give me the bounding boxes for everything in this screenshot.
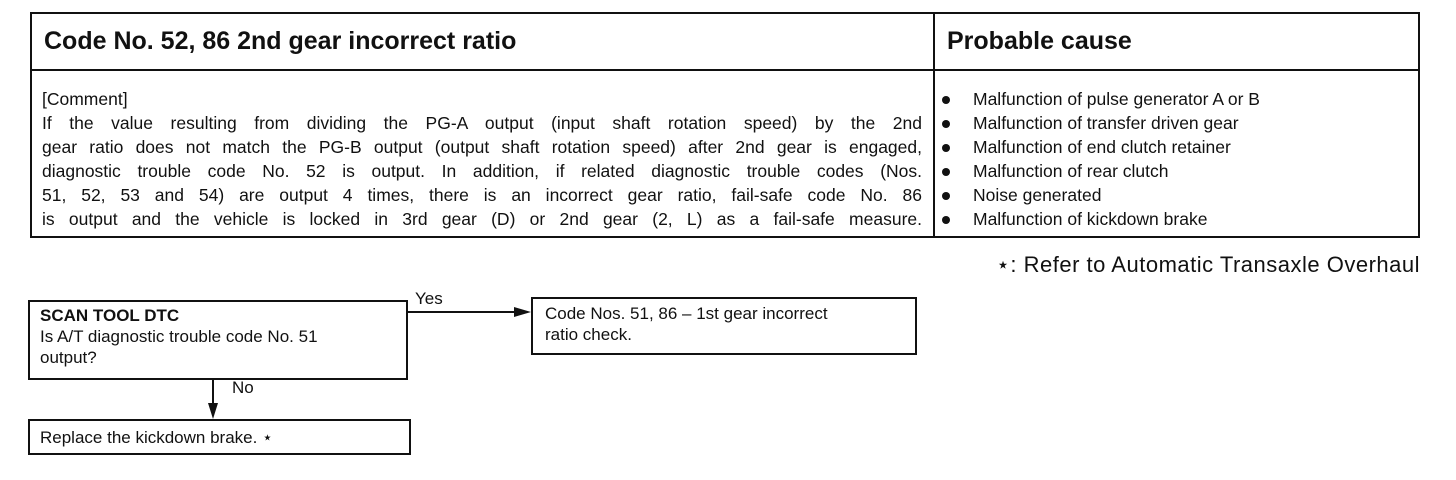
cause-item: Malfunction of kickdown brake	[940, 207, 1410, 231]
yes-result-line: Code Nos. 51, 86 – 1st gear incorrect	[545, 304, 828, 323]
comment-line: If the value resulting from dividing the PG-A output (input shaft rotation speed) by the 2nd	[42, 113, 922, 133]
no-label: No	[232, 378, 254, 397]
yes-result-box	[531, 297, 917, 355]
comment-line: gear ratio does not match the PG-B output (output shaft rotation speed) after 2nd gear is engaged,	[42, 137, 922, 157]
comment-line: is output and the vehicle is locked in 3rd gear (D) or 2nd gear (2, L) as a fail-safe measure.	[42, 209, 922, 229]
comment-line: [Comment]	[42, 89, 128, 109]
dtc-title: SCAN TOOL DTC	[40, 306, 180, 325]
cause-item: Malfunction of pulse generator A or B	[940, 87, 1410, 111]
cause-item: Malfunction of transfer driven gear	[940, 111, 1410, 135]
cause-item: Malfunction of rear clutch	[940, 159, 1410, 183]
probable-cause-heading: Probable cause	[947, 27, 1132, 55]
comment-line: diagnostic trouble code No. 52 is output. In addition, if related diagnostic trouble codes (Nos.	[42, 161, 922, 181]
cause-item: Noise generated	[940, 183, 1410, 207]
yes-label: Yes	[415, 289, 443, 308]
no-arrowhead	[208, 403, 218, 419]
comment-line: 51, 52, 53 and 54) are output 4 times, there is an incorrect gear ratio, fail-safe code No. 86	[42, 185, 922, 205]
code-heading: Code No. 52, 86 2nd gear incorrect ratio	[44, 27, 517, 55]
cause-item: Malfunction of end clutch retainer	[940, 135, 1410, 159]
replace-kickdown-box: Replace the kickdown brake. ⋆	[28, 419, 411, 455]
dtc-question-line: output?	[40, 348, 97, 367]
yes-result-line: ratio check.	[545, 325, 632, 344]
dtc-question-line: Is A/T diagnostic trouble code No. 51	[40, 327, 318, 346]
legend-note: ⋆: Refer to Automatic Transaxle Overhaul	[996, 252, 1420, 277]
scan-tool-dtc-box	[28, 300, 408, 380]
yes-arrowhead	[514, 307, 531, 317]
